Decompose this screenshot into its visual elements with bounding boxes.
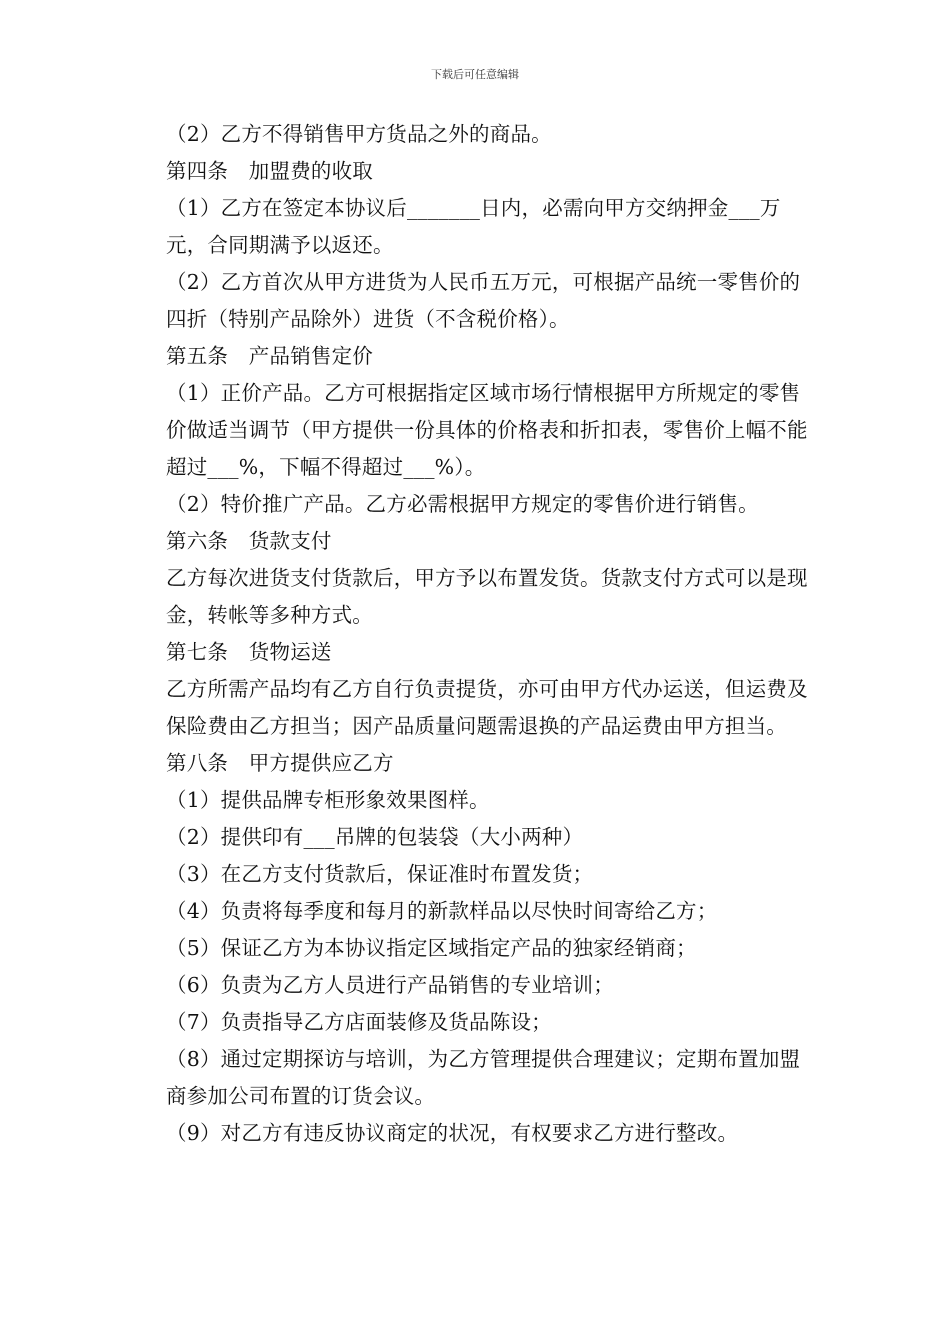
document-body	[146, 116, 810, 1152]
page-header: 下载后可任意编辑	[431, 68, 519, 81]
list-item: （5）保证乙方为本协议指定区域指定产品的独家经销商；	[166, 936, 697, 960]
list-item: （1）提供品牌专柜形象效果图样。	[166, 788, 490, 812]
list-item: （7）负责指导乙方店面装修及货品陈设；	[166, 1010, 552, 1034]
paragraph: （2）特价推广产品。乙方必需根据甲方规定的零售价进行销售。	[166, 492, 759, 516]
list-item: （4）负责将每季度和每月的新款样品以尽快时间寄给乙方；	[166, 899, 718, 923]
paragraph: 乙方每次进货支付货款后，甲方予以布置发货。货款支付方式可以是现金，转帐等多种方式。	[166, 566, 808, 627]
paragraph: （2）乙方不得销售甲方货品之外的商品。	[166, 122, 552, 146]
section-heading: 第八条 甲方提供应乙方	[166, 751, 394, 775]
list-item: （9）对乙方有违反协议商定的状况，有权要求乙方进行整改。	[166, 1121, 739, 1145]
list-item: （3）在乙方支付货款后，保证准时布置发货；	[166, 862, 594, 886]
paragraph: （1）正价产品。乙方可根据指定区域市场行情根据甲方所规定的零售价做适当调节（甲方提供一份具体的价格表和折扣表，零售价上幅不能超过___%，下幅不得超过___%）。	[166, 381, 808, 479]
paragraph: 乙方所需产品均有乙方自行负责提货，亦可由甲方代办运送，但运费及保险费由乙方担当；因产品质量问题需退换的产品运费由甲方担当。	[166, 677, 808, 738]
section-heading: 第四条 加盟费的收取	[166, 159, 373, 183]
section-heading: 第七条 货物运送	[166, 640, 332, 664]
paragraph: （2）乙方首次从甲方进货为人民币五万元，可根据产品统一零售价的四折（特别产品除外）进货（不含税价格）。	[166, 270, 801, 331]
list-item: （2）提供印有___吊牌的包装袋（大小两种）	[166, 825, 584, 849]
section-heading: 第六条 货款支付	[166, 529, 332, 553]
paragraph: （1）乙方在签定本协议后_______日内，必需向甲方交纳押金___万元，合同期满予以返还。	[166, 196, 781, 257]
list-item: （8）通过定期探访与培训，为乙方管理提供合理建议；定期布置加盟商参加公司布置的订货会议。	[166, 1047, 801, 1108]
list-item: （6）负责为乙方人员进行产品销售的专业培训；	[166, 973, 614, 997]
section-heading: 第五条 产品销售定价	[166, 344, 373, 368]
